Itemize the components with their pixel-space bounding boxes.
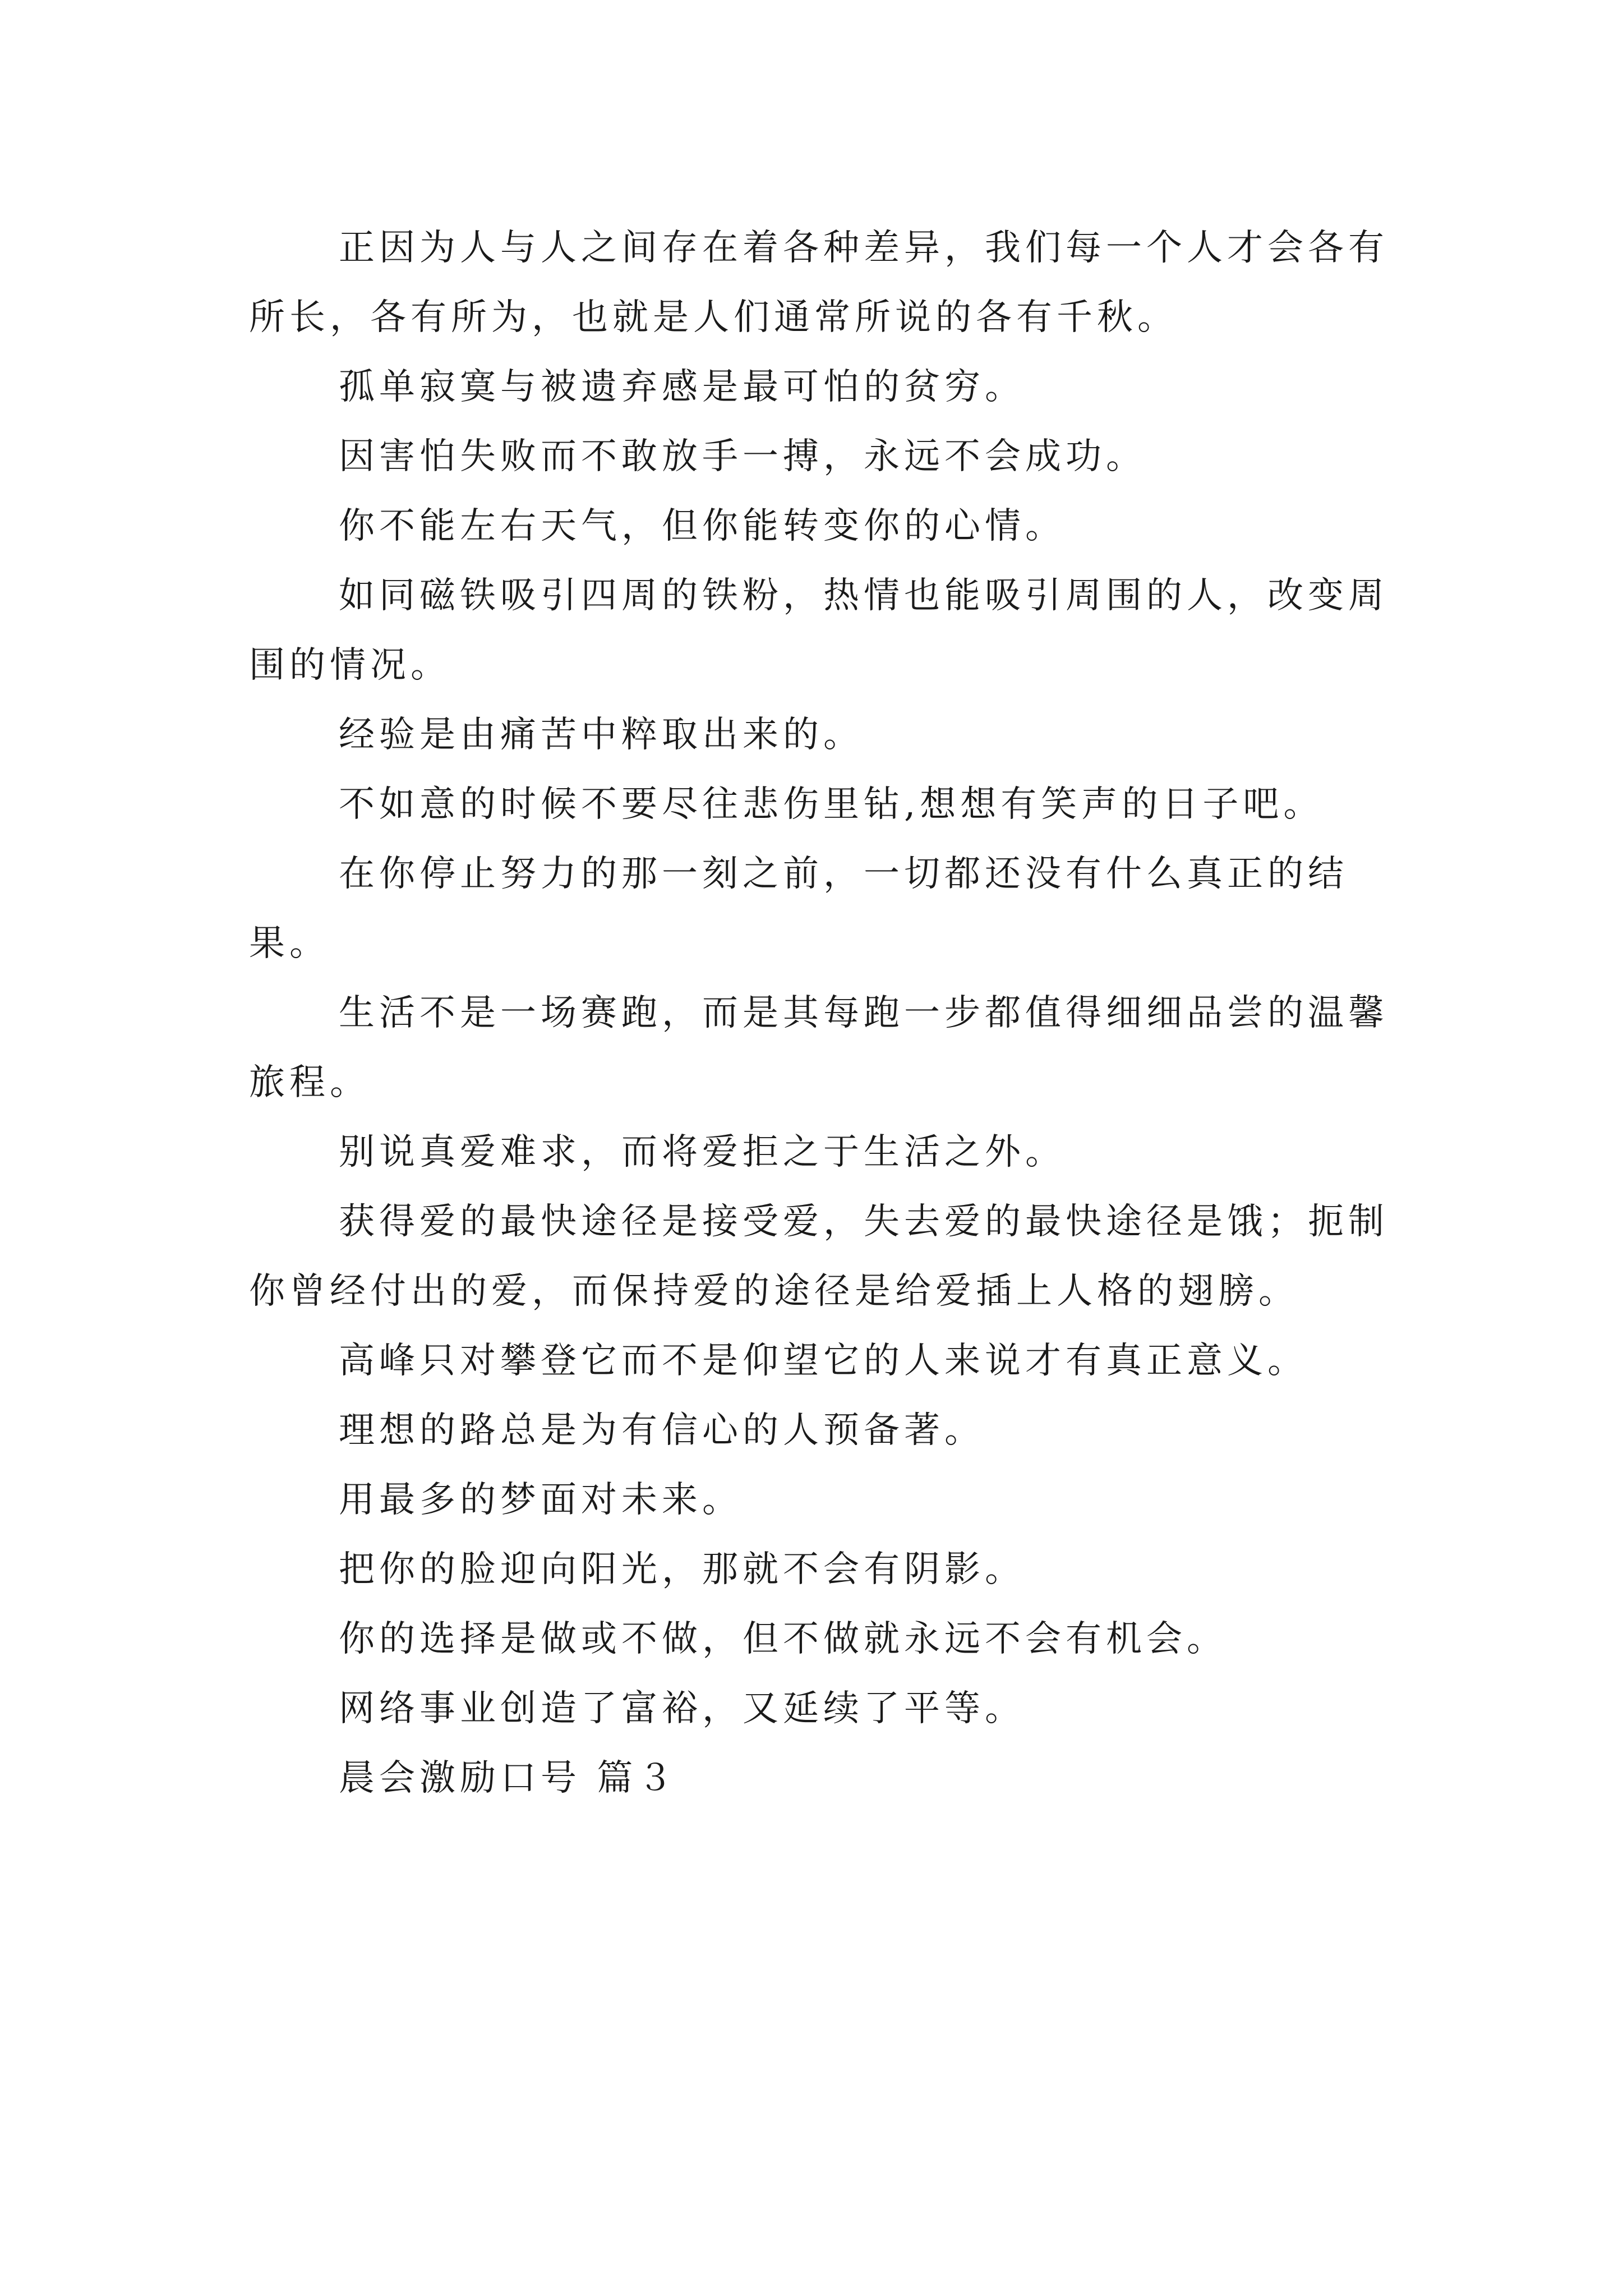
paragraph: 因害怕失败而不敢放手一搏，永远不会成功。 [339,436,1146,477]
paragraph: 不如意的时候不要尽往悲伤里钻,想想有笑声的日子吧。 [339,784,1324,825]
paragraph: 如同磁铁吸引四周的铁粉，热情也能吸引周围的人，改变周围的情况。 [249,575,1389,686]
paragraph: 孤单寂寞与被遗弃感是最可怕的贫穷。 [339,366,1025,408]
paragraph: 高峰只对攀登它而不是仰望它的人来说才有真正意义。 [339,1340,1308,1382]
paragraph: 你的选择是做或不做，但不做就永远不会有机会。 [339,1618,1227,1660]
paragraph: 正因为人与人之间存在着各种差异，我们每一个人才会各有所长，各有所为，也就是人们通常所说的各有千秋。 [249,227,1389,338]
paragraph: 理想的路总是为有信心的人预备著。 [339,1410,985,1451]
paragraph: 在你停止努力的那一刻之前，一切都还没有什么真正的结果。 [249,853,1348,964]
paragraph: 经验是由痛苦中粹取出来的。 [339,714,864,756]
paragraph: 别说真爱难求，而将爱拒之于生活之外。 [339,1131,1066,1173]
section-heading: 晨会激励口号 篇３ [339,1757,678,1799]
paragraph: 获得爱的最快途径是接受爱，失去爱的最快途径是饿；扼制你曾经付出的爱，而保持爱的途径是给爱插上人格的翅膀。 [249,1201,1389,1312]
document-body [249,213,1393,1813]
paragraph: 网络事业创造了富裕，又延续了平等。 [339,1688,1025,1729]
paragraph: 生活不是一场赛跑，而是其每跑一步都值得细细品尝的温馨旅程。 [249,992,1389,1103]
paragraph: 用最多的梦面对未来。 [339,1479,743,1521]
paragraph: 你不能左右天气，但你能转变你的心情。 [339,505,1066,547]
paragraph: 把你的脸迎向阳光，那就不会有阴影。 [339,1549,1025,1590]
